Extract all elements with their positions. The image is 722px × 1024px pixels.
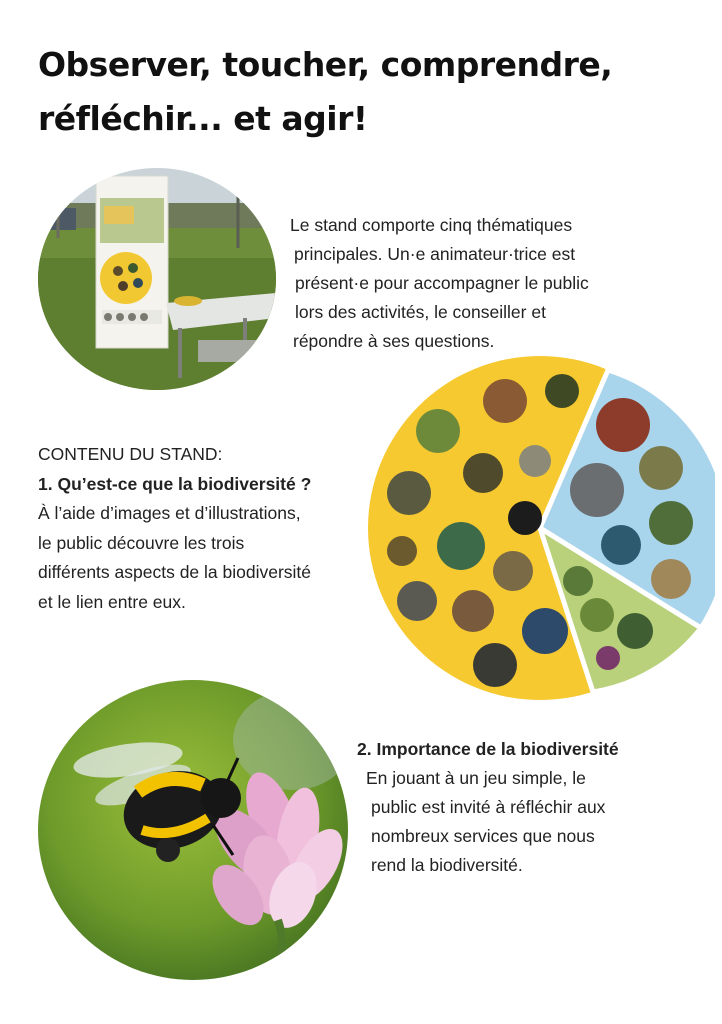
biodiversity-pie: [365, 353, 715, 703]
biodiversity-pie-illustration: [365, 353, 715, 703]
stand-content-header: CONTENU DU STAND:: [38, 444, 223, 464]
intro-line-3: présent·e pour accompagner le public: [295, 272, 589, 293]
section-1-line-1: À l’aide d’images et d’illustrations,: [38, 503, 301, 524]
section-1-line-4: et le lien entre eux.: [38, 591, 186, 612]
bee-photo-illustration: [38, 680, 348, 980]
title-line-2: réfléchir... et agir!: [38, 99, 368, 138]
section-1-line-2: le public découvre les trois: [38, 532, 245, 553]
intro-line-5: répondre à ses questions.: [293, 330, 495, 351]
section-2-line-3: nombreux services que nous: [371, 826, 595, 846]
section-2-heading: 2. Importance de la biodiversité: [357, 739, 619, 759]
section-2: [357, 735, 619, 880]
bee-photo: [38, 680, 348, 980]
section-1-heading: 1. Qu’est-ce que la biodiversité ?: [38, 473, 312, 494]
intro-paragraph: [290, 211, 589, 356]
intro-line-2: principales. Un·e animateur·trice est: [294, 243, 576, 264]
section-2-line-2: public est invité à réfléchir aux: [371, 797, 606, 817]
stand-photo-illustration: [38, 168, 276, 390]
intro-line-4: lors des activités, le conseiller et: [295, 301, 546, 322]
section-2-line-4: rend la biodiversité.: [371, 855, 523, 875]
section-2-line-1: En jouant à un jeu simple, le: [366, 768, 586, 788]
intro-line-1: Le stand comporte cinq thématiques: [290, 214, 573, 235]
section-1: [38, 440, 311, 618]
title-line-1: Observer, toucher, comprendre,: [38, 45, 613, 84]
page-title: [38, 38, 698, 146]
section-1-line-3: différents aspects de la biodiversité: [38, 562, 312, 583]
stand-photo: [38, 168, 276, 390]
